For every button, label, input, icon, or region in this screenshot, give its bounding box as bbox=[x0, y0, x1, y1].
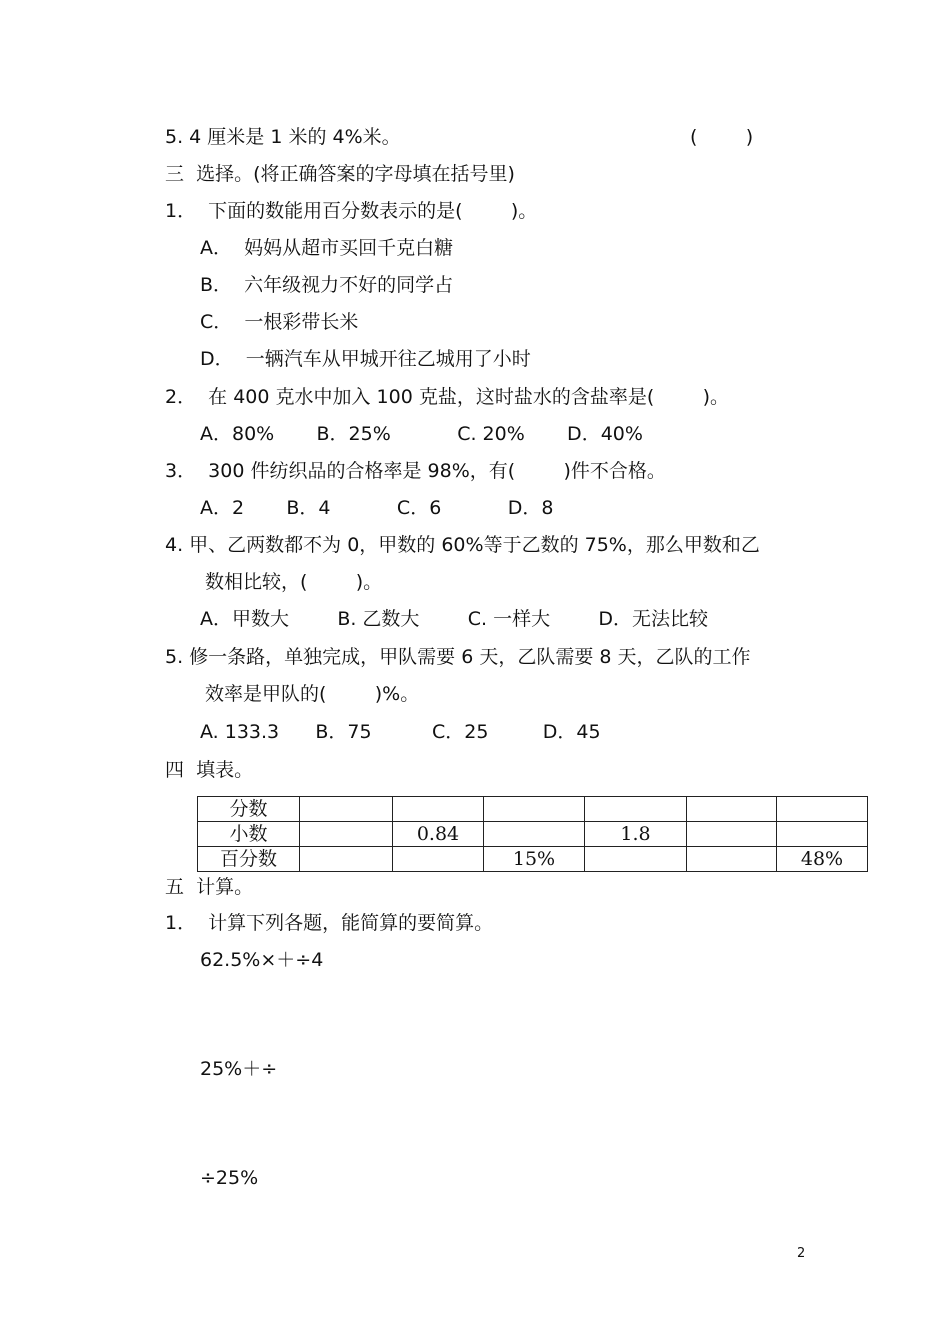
section-5-heading: 五 计算。 bbox=[165, 876, 254, 898]
choice-q2-options: A．80% B．25% C. 20% D．40% bbox=[200, 423, 643, 445]
choice-question-1: 1． 下面的数能用百分数表示的是( )。 bbox=[165, 200, 538, 222]
table-cell: 15% bbox=[484, 847, 585, 872]
table-row-decimal bbox=[198, 822, 868, 847]
choice-q1-option-d: D． 一辆汽车从甲城开往乙城用了小时 bbox=[200, 348, 531, 370]
table-cell bbox=[393, 797, 484, 822]
table-row-fraction bbox=[198, 797, 868, 822]
table-cell bbox=[585, 797, 687, 822]
table-cell bbox=[687, 822, 777, 847]
choice-q1-option-a: A． 妈妈从超市买回千克白糖 bbox=[200, 237, 454, 259]
table-cell bbox=[393, 847, 484, 872]
choice-question-4-continued: 数相比较，( )。 bbox=[205, 571, 383, 593]
choice-q1-option-b: B． 六年级视力不好的同学占 bbox=[200, 274, 454, 296]
section-3-heading: 三 选择。(将正确答案的字母填在括号里) bbox=[165, 163, 515, 185]
table-cell bbox=[300, 797, 393, 822]
choice-q5-options: A. 133.3 B．75 C．25 D．45 bbox=[200, 721, 601, 743]
conversion-table bbox=[197, 796, 868, 872]
choice-q4-options: A．甲数大 B. 乙数大 C. 一样大 D．无法比较 bbox=[200, 608, 709, 630]
calc-expression-1: 62.5%×＋÷4 bbox=[200, 949, 324, 971]
table-cell: 1.8 bbox=[585, 822, 687, 847]
table-cell bbox=[687, 847, 777, 872]
table-cell: 0.84 bbox=[393, 822, 484, 847]
choice-q1-option-c: C． 一根彩带长米 bbox=[200, 311, 359, 333]
choice-question-3: 3． 300 件纺织品的合格率是 98%，有( )件不合格。 bbox=[165, 460, 666, 482]
table-header-percent: 百分数 bbox=[198, 847, 300, 872]
table-row-percent bbox=[198, 847, 868, 872]
table-header-decimal: 小数 bbox=[198, 822, 300, 847]
table-cell bbox=[777, 797, 868, 822]
table-cell: 48% bbox=[777, 847, 868, 872]
table-cell bbox=[300, 847, 393, 872]
page-number: 2 bbox=[797, 1246, 806, 1261]
choice-question-5-continued: 效率是甲队的( )%。 bbox=[205, 683, 420, 705]
table-header-fraction: 分数 bbox=[198, 797, 300, 822]
judge-item-5: 5. 4 厘米是 1 米的 4%米。 bbox=[165, 126, 401, 148]
judge-item-5-answer-bracket: ( ) bbox=[690, 126, 754, 148]
calc-question-1: 1． 计算下列各题，能简算的要简算。 bbox=[165, 912, 494, 934]
table-cell bbox=[585, 847, 687, 872]
table-cell bbox=[484, 822, 585, 847]
choice-question-2: 2． 在 400 克水中加入 100 克盐，这时盐水的含盐率是( )。 bbox=[165, 386, 729, 408]
table-cell bbox=[484, 797, 585, 822]
table-cell bbox=[777, 822, 868, 847]
calc-expression-3: ÷25% bbox=[200, 1167, 259, 1189]
table-cell bbox=[300, 822, 393, 847]
table-cell bbox=[687, 797, 777, 822]
section-4-heading: 四 填表。 bbox=[165, 759, 254, 781]
choice-question-5: 5. 修一条路，单独完成，甲队需要 6 天，乙队需要 8 天，乙队的工作 bbox=[165, 646, 751, 668]
choice-q3-options: A．2 B．4 C．6 D．8 bbox=[200, 497, 554, 519]
choice-question-4: 4. 甲、乙两数都不为 0，甲数的 60%等于乙数的 75%，那么甲数和乙 bbox=[165, 534, 760, 556]
calc-expression-2: 25%＋÷ bbox=[200, 1058, 278, 1080]
